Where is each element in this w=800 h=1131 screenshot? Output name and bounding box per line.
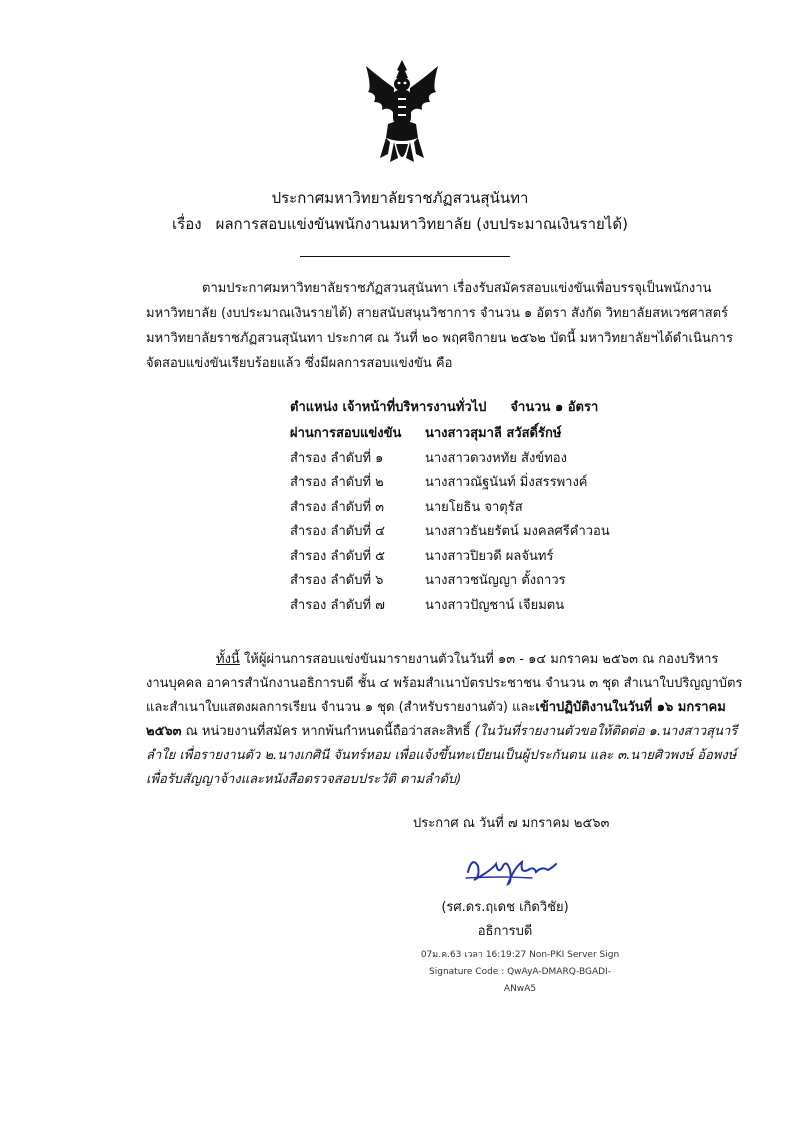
start-year-bold: ๒๕๖๓ <box>146 724 182 739</box>
notice-lead: ทั้งนี้ <box>216 652 240 667</box>
notice-line: งานบุคคล อาคารสำนักงานอธิการบดี ชั้น ๔ พร้อมสำเนาบัตรประชาชน จำนวน ๓ ชุด สำเนาใบปริญญาบัตร <box>146 676 743 691</box>
results-list <box>290 396 610 618</box>
notice-text: และสำเนาใบแสดงผลการเรียน จำนวน ๑ ชุด (สำหรับรายงานตัว) และ <box>146 700 536 715</box>
intro-paragraph <box>146 276 733 376</box>
intro-line: ตามประกาศมหาวิทยาลัยราชภัฏสวนสุนันทา เรื่องรับสมัครสอบแข่งขันเพื่อบรรจุเป็นพนักงาน <box>202 281 712 296</box>
signer-name: (รศ.ดร.ฤเดช เกิดวิชัย) <box>441 900 569 915</box>
result-row-reserve <box>290 545 610 570</box>
signature-metadata <box>420 947 620 998</box>
sign-timestamp: 07ม.ค.63 เวลา 16:19:27 Non-PKI Server Sign <box>420 950 620 960</box>
result-name: นางสาวปัญชาน์ เจียมตน <box>425 597 565 613</box>
contact-note: (ในวันที่รายงานตัวขอให้ติดต่อ ๑.นางสาวสุนารี <box>474 724 738 739</box>
result-row-reserve <box>290 496 610 521</box>
result-label: สำรอง ลำดับที่ ๗ <box>290 597 385 613</box>
result-label: ผ่านการสอบแข่งขัน <box>290 426 402 441</box>
title-divider <box>300 256 510 257</box>
result-name: นางสาวปิยวดี ผลจันทร์ <box>425 548 554 564</box>
result-row-reserve <box>290 594 610 619</box>
result-name: นางสาวธันยรัตน์ มงคลศรีคำวอน <box>425 524 610 539</box>
result-row-reserve <box>290 520 610 545</box>
result-label: สำรอง ลำดับที่ ๒ <box>290 475 384 490</box>
garuda-emblem-icon <box>360 58 444 170</box>
intro-line: มหาวิทยาลัย (งบประมาณเงินรายได้) สายสนับสนุนวิชาการ จำนวน ๑ อัตรา สังกัด วิทยาลัยสหเวชศาสตร์ <box>146 306 729 321</box>
notice-text: ณ หน่วยงานที่สมัคร หากพ้นกำหนดนี้ถือว่าสละสิทธิ์ <box>181 724 475 739</box>
handwritten-signature <box>462 848 562 888</box>
start-date-bold: เข้าปฏิบัติงานในวันที่ ๑๖ มกราคม <box>535 700 726 715</box>
notice-line <box>146 696 726 720</box>
result-name: นางสาวดวงหทัย สังข์ทอง <box>425 450 567 466</box>
notice-text: ให้ผู้ผ่านการสอบแข่งขันมารายงานตัวในวันที่ ๑๓ - ๑๔ มกราคม ๒๕๖๓ ณ กองบริหาร <box>239 652 719 667</box>
position-heading <box>290 396 610 422</box>
result-label: สำรอง ลำดับที่ ๕ <box>290 548 386 564</box>
subject-text: ผลการสอบแข่งขันพนักงานมหาวิทยาลัย (งบประมาณเงินรายได้) <box>215 215 628 233</box>
signer-block <box>420 896 590 944</box>
result-label: สำรอง ลำดับที่ ๑ <box>290 450 384 466</box>
signature-code: Signature Code : QwAyA-DMARQ-BGADI-ANwA5 <box>429 967 611 994</box>
result-label: สำรอง ลำดับที่ ๖ <box>290 573 384 588</box>
subject-label: เรื่อง <box>172 215 202 233</box>
result-row-passed <box>290 422 610 447</box>
result-name: นางสาวสุมาลี สวัสดิ์รักษ์ <box>425 426 562 441</box>
intro-line: มหาวิทยาลัยราชภัฏสวนสุนันทา ประกาศ ณ วันที่ ๒๐ พฤศจิกายน ๒๕๖๒ บัดนี้ มหาวิทยาลัยฯได้ดำเนินการ <box>146 331 733 346</box>
notice-paragraph <box>146 648 743 792</box>
signer-title: อธิการบดี <box>477 924 533 939</box>
notice-line <box>146 720 738 744</box>
result-label: สำรอง ลำดับที่ ๔ <box>290 524 386 539</box>
result-name: นางสาวชนัญญา ตั้งถาวร <box>425 573 566 588</box>
position-name: ตำแหน่ง เจ้าหน้าที่บริหารงานทั่วไป <box>290 400 487 415</box>
result-row-reserve <box>290 447 610 472</box>
result-row-reserve <box>290 471 610 496</box>
position-count: จำนวน ๑ อัตรา <box>510 400 599 415</box>
result-row-reserve <box>290 569 610 594</box>
announcement-date: ประกาศ ณ วันที่ ๗ มกราคม ๒๕๖๓ <box>413 816 610 831</box>
result-name: นางสาวณัฐนันท์ มิ่งสรรพางค์ <box>425 475 588 490</box>
notice-line: เพื่อรับสัญญาจ้างและหนังสือตรวจสอบประวัติ ตามลำดับ) <box>146 772 462 787</box>
result-label: สำรอง ลำดับที่ ๓ <box>290 499 385 515</box>
notice-line <box>146 648 719 672</box>
announcement-title: ประกาศมหาวิทยาลัยราชภัฏสวนสุนันทา <box>271 189 529 207</box>
announcement-subject <box>0 212 800 236</box>
result-name: นายโยธิน จาตุรัส <box>425 499 523 515</box>
notice-line: ลำใย เพื่อรายงานตัว ๒.นางเกศินี จันทร์หอม เพื่อแจ้งขึ้นทะเบียนเป็นผู้ประกันตน และ ๓.นายศิวพงษ์ อ้อพงษ์ <box>146 748 737 763</box>
intro-line: จัดสอบแข่งขันเรียบร้อยแล้ว ซึ่งมีผลการสอบแข่งขัน คือ <box>146 356 453 371</box>
